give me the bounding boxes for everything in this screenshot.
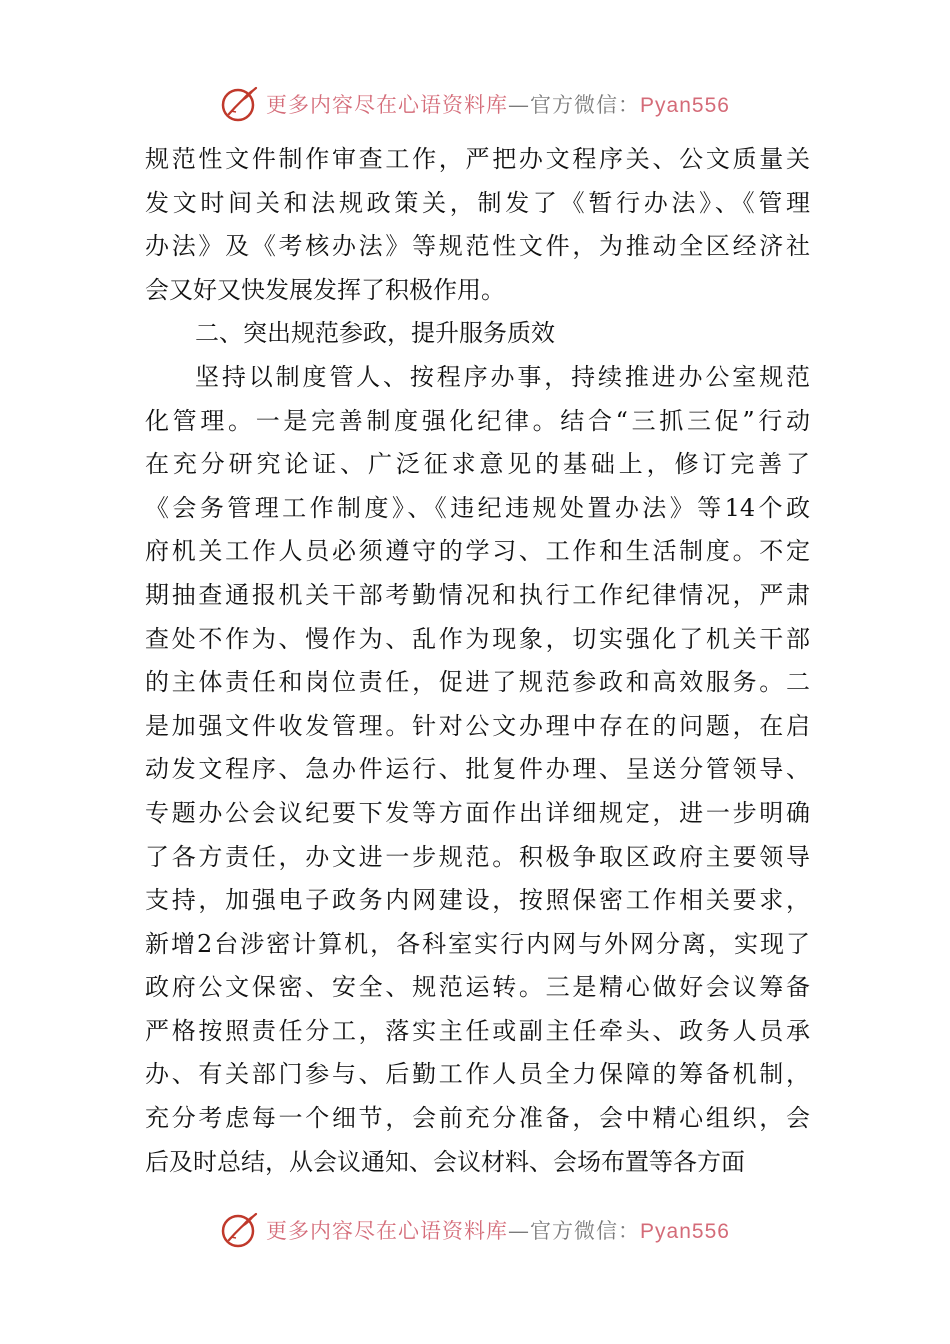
text-line: 查处不作为、慢作为、乱作为现象，切实强化了机关干部 <box>145 624 810 653</box>
text-line: 在充分研究论证、广泛征求意见的基础上，修订完善了 <box>145 450 810 479</box>
watermark-banner-top <box>0 82 950 126</box>
watermark-wechat-id: Pyan556 <box>640 1220 730 1243</box>
text-line: 办法》及《考核办法》等规范性文件，为推动全区经济社 <box>145 232 810 261</box>
text-line: 化管理。一是完善制度强化纪律。结合“三抓三促”行动 <box>145 406 810 435</box>
text-line: 的主体责任和岗位责任，促进了规范参政和高效服务。二 <box>145 668 810 697</box>
text-line: 期抽查通报机关干部考勤情况和执行工作纪律情况，严肃 <box>145 580 810 609</box>
text-line: 动发文程序、急办件运行、批复件办理、呈送分管领导、 <box>145 755 810 784</box>
text-line: 是加强文件收发管理。针对公文办理中存在的问题，在启 <box>145 711 810 740</box>
text-line: 新增2台涉密计算机，各科室实行内网与外网分离，实现了 <box>145 929 810 958</box>
text-line: 政府公文保密、安全、规范运转。三是精心做好会议筹备 <box>145 973 810 1002</box>
text-line: 会又好又快发展发挥了积极作用。 <box>145 275 505 304</box>
watermark-text <box>266 1215 730 1245</box>
watermark-brand: 更多内容尽在心语资料库 <box>266 93 509 117</box>
watermark-official-label: 官方微信： <box>530 93 641 117</box>
section-heading: 二、突出规范参政，提升服务质效 <box>195 319 555 348</box>
watermark-text <box>266 89 730 119</box>
text-line: 严格按照责任分工，落实主任或副主任牵头、政务人员承 <box>145 1016 810 1045</box>
text-line: 办、有关部门参与、后勤工作人员全力保障的筹备机制， <box>145 1060 810 1089</box>
text-line: 发文时间关和法规政策关，制发了《暂行办法》、《管理 <box>145 188 810 217</box>
text-line: 支持，加强电子政务内网建设，按照保密工作相关要求， <box>145 886 810 915</box>
text-line: 《会务管理工作制度》、《违纪违规处置办法》等14个政 <box>145 493 810 522</box>
text-line: 规范性文件制作审查工作，严把办文程序关、公文质量关 <box>145 145 810 173</box>
watermark-banner-bottom <box>0 1208 950 1252</box>
quill-logo-icon <box>220 84 260 124</box>
text-line: 充分考虑每一个细节，会前充分准备，会中精心组织，会 <box>145 1104 810 1133</box>
watermark-dash: — <box>508 1219 531 1243</box>
quill-logo-icon <box>220 1210 260 1250</box>
text-line: 了各方责任，办文进一步规范。积极争取区政府主要领导 <box>145 842 810 871</box>
watermark-dash: — <box>508 93 531 117</box>
document-body <box>145 138 810 1184</box>
watermark-wechat-id: Pyan556 <box>640 94 730 117</box>
text-line: 坚持以制度管人、按程序办事，持续推进办公室规范 <box>195 362 810 391</box>
text-line: 专题办公会议纪要下发等方面作出详细规定，进一步明确 <box>145 798 810 827</box>
text-line: 府机关工作人员必须遵守的学习、工作和生活制度。不定 <box>145 537 810 566</box>
watermark-official-label: 官方微信： <box>530 1219 641 1243</box>
watermark-brand: 更多内容尽在心语资料库 <box>266 1219 509 1243</box>
text-line: 后及时总结，从会议通知、会议材料、会场布置等各方面 <box>145 1147 745 1176</box>
